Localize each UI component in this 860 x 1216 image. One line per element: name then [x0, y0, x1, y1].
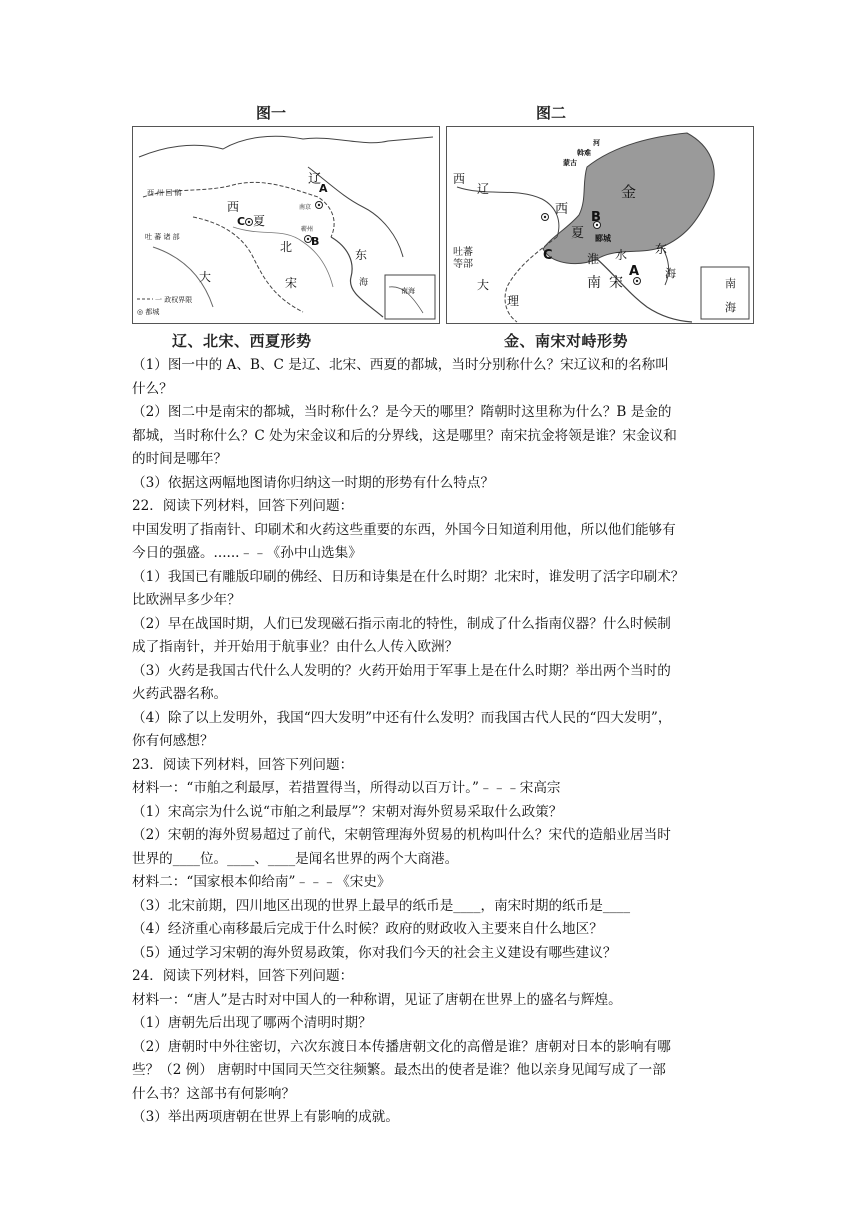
fig1-label-qizhou: 蕲州 [301, 226, 314, 233]
fig2-label-da: 大 [477, 278, 490, 292]
text-line: （5）通过学习宋朝的海外贸易政策，你对我们今天的社会主义建设有哪些建议？ [132, 944, 617, 961]
fig2-label-b: B [591, 210, 601, 225]
fig2-label-nan: 南 [587, 275, 601, 291]
question-heading: 22．阅读下列材料，回答下列问题： [132, 498, 354, 514]
text-line: 都城，当时称什么？C 处为宋金议和后的分界线，这是哪里？南宋抗金将领是谁？宋金议和 [132, 427, 677, 444]
text-line: （2）唐朝时中外往密切，六次东渡日本传播唐朝文化的高僧是谁？唐朝对日本的影响有哪 [132, 1038, 671, 1055]
text-line: （2）图二中是南宋的都城，当时称什么？是今天的哪里？隋朝时这里称为什么？B 是金的 [132, 404, 672, 420]
text-line: 材料二：“国家根本仰给南”﹣﹣﹣《宋史》 [132, 874, 391, 890]
fig1-label-b: B [311, 235, 320, 248]
fig1-label-hai: 海 [359, 278, 369, 288]
text-line: （2）宋朝的海外贸易超过了前代，宋朝管理海外贸易的机构叫什么？宋代的造船业居当时 [132, 827, 671, 843]
figure2-caption: 金、南宋对峙形势 [504, 332, 629, 350]
question-heading: 24．阅读下列材料，回答下列问题： [132, 968, 354, 984]
text-line: 成了指南针，并开始用于航事业？由什么人传入欧洲？ [132, 639, 459, 655]
fig2-label-xi-far: 西 [453, 172, 466, 186]
fig2-label-xia: 夏 [571, 226, 585, 241]
fig2-label-nanhai-1: 南 [725, 277, 736, 290]
text-line: 什么？ [132, 380, 173, 397]
text-line: （4）除了以上发明外，我国“四大发明”中还有什么发明？而我国古代人民的“四大发明”， [132, 709, 672, 726]
text-line: 中国发明了指南针、印刷术和火药这些重要的东西，外国今日知道利用他，所以他们能够有 [132, 521, 676, 538]
fig2-label-yancheng: 郾城 [595, 234, 611, 243]
text-line: 今日的强盛。......﹣﹣《孙中山选集》 [132, 545, 362, 561]
text-line: （2）早在战国时期，人们已发现磁石指示南北的特性，制成了什么指南仪器？什么时候制 [132, 615, 671, 632]
text-line: 火药武器名称。 [132, 686, 228, 702]
fig1-label-tubo: 吐 蕃 诸 部 [145, 233, 180, 241]
text-line: （4）经济重心南移最后完成于什么时候？政府的财政收入主要来自什么地区？ [132, 921, 603, 937]
text-line: （1）图一中的 A、B、C 是辽、北宋、西夏的都城，当时分别称什么？宋辽议和的名称叫 [132, 357, 669, 373]
fig2-label-a: A [629, 264, 640, 279]
text-line: 材料一：“市舶之利最厚，若措置得当，所得动以百万计。”﹣﹣﹣宋高宗 [132, 780, 561, 796]
figure2-title: 图二 [536, 104, 567, 122]
text-line: 什么书？这部书有何影响？ [132, 1085, 296, 1102]
text-line: 些？（2 例） 唐朝时中国同天竺交往频繁。最杰出的使者是谁？他以亲身见闻写成了一部 [132, 1062, 666, 1078]
text-line: （3）举出两项唐朝在世界上有影响的成就。 [132, 1109, 399, 1125]
fig1-label-dong: 东 [355, 248, 368, 262]
figure1-caption: 辽、北宋、西夏形势 [172, 332, 312, 350]
text-line: （3）火药是我国古代什么人发明的？火药开始用于军事上是在什么时期？举出两个当时的 [132, 662, 671, 679]
fig1-label-xi: 西 [227, 200, 240, 214]
text-line: 世界的____位。____、____是闻名世界的两个大商港。 [132, 850, 459, 867]
text-line: （1）唐朝先后出现了哪两个清明时期？ [132, 1015, 372, 1031]
figure2-map [446, 126, 754, 324]
fig2-label-song: 宋 [609, 275, 623, 291]
text-line: 材料一：“唐人”是古时对中国人的一种称谓，见证了唐朝在世界上的盛名与辉煌。 [132, 991, 622, 1008]
fig1-legend-capital: ◎ 都城 [137, 308, 160, 316]
fig1-label-liao: 辽 [308, 172, 322, 187]
fig2-label-hai: 海 [665, 267, 676, 280]
fig2-label-menggu: 蒙古 [563, 159, 577, 167]
fig1-label-bei: 北 [280, 240, 293, 254]
fig2-label-nanhai-2: 海 [725, 301, 736, 314]
fig2-label-he: 河 [593, 139, 600, 147]
fig1-label-xizhou: 西 州 回 鹘 [147, 189, 182, 197]
fig2-label-liao: 辽 [477, 182, 490, 196]
question-heading: 23．阅读下列材料，回答下列问题： [132, 756, 354, 773]
text-line: 你有何感想？ [132, 733, 214, 749]
fig2-label-tubo: 吐蕃 [453, 247, 473, 258]
fig2-label-wonan: 斡难 [577, 149, 591, 157]
text-line: （1）我国已有雕版印刷的佛经、日历和诗集是在什么时期？北宋时，谁发明了活字印刷术？ [132, 568, 685, 585]
fig1-label-song: 宋 [285, 276, 298, 290]
fig2-label-dengbu: 等部 [453, 259, 473, 270]
map-figures [132, 100, 754, 350]
fig1-label-a: A [319, 182, 328, 195]
fig2-label-huai: 淮 [587, 252, 600, 266]
fig2-label-jin: 金 [621, 183, 637, 201]
fig1-label-xia: 夏 [253, 214, 266, 228]
fig2-label-c: C [543, 248, 553, 263]
figure1-title: 图一 [256, 104, 287, 122]
fig1-label-nanjing: 南京 [299, 204, 312, 211]
fig1-label-c: C [237, 215, 246, 228]
fig1-label-nanhai: 南海 [401, 287, 415, 295]
fig2-label-xi: 西 [555, 202, 569, 217]
fig2-label-shui: 水 [615, 248, 628, 262]
figure1-map [132, 126, 440, 324]
text-line: 比欧洲早多少年？ [132, 592, 241, 608]
question-text [132, 354, 732, 1130]
fig1-label-da: 大 [199, 270, 212, 284]
text-line: （3）依据这两幅地图请你归纳这一时期的形势有什么特点？ [132, 474, 495, 491]
fig2-label-dong: 东 [655, 242, 668, 256]
text-line: （1）宋高宗为什么说“市舶之利最厚”？宋朝对海外贸易采取什么政策？ [132, 803, 563, 820]
text-line: 的时间是哪年？ [132, 451, 228, 467]
fig2-label-li: 理 [507, 294, 520, 308]
fig1-legend-border: 一 政权界限 [155, 296, 193, 304]
text-line: （3）北宋前期，四川地区出现的世界上最早的纸币是____，南宋时期的纸币是____ [132, 897, 631, 914]
